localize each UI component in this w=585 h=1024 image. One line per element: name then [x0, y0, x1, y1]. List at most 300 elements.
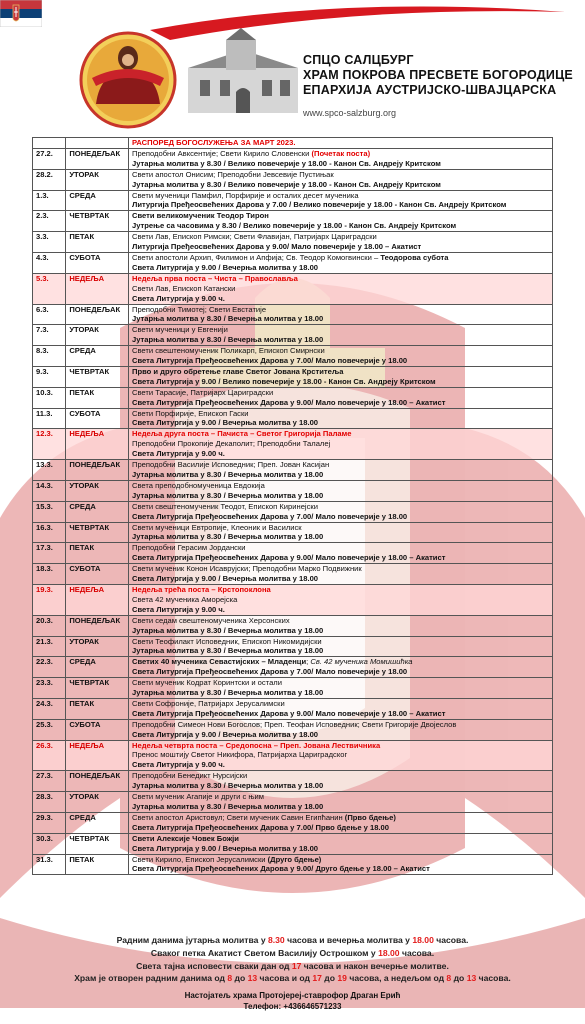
service-line [132, 460, 549, 470]
text-segment: Света Литургија у 9.00 ч. [131, 760, 225, 770]
service-line [132, 232, 549, 242]
row-services [128, 190, 552, 211]
row-date: 4.3. [33, 252, 66, 273]
row-weekday: СРЕДА [66, 657, 129, 678]
text-segment: Преподобни Василије Исповедник; Преп. Јован Касијан [131, 460, 330, 470]
service-line [132, 398, 549, 408]
service-line [132, 200, 549, 210]
serbian-flag-icon [0, 0, 42, 27]
row-services [128, 854, 552, 875]
row-services [128, 408, 552, 429]
text-segment: Света Литургија Пређеосвећених Дарова у 9.00/ Друго бдење у 18.00 – Акатист [131, 864, 430, 874]
schedule-row [33, 501, 553, 522]
schedule-row [33, 169, 553, 190]
row-date: 27.2. [33, 148, 66, 169]
text-segment: Света 42 мученика Аморејска [131, 594, 238, 604]
footer-text: Храм је отворен радним данима од [74, 973, 228, 984]
schedule-row [33, 812, 553, 833]
row-services [128, 636, 552, 657]
footer-text: 18.00 [378, 947, 400, 958]
row-services [128, 232, 552, 253]
row-services [128, 615, 552, 636]
footer-text: 13 [247, 973, 258, 984]
service-line [132, 585, 549, 595]
service-line [132, 813, 549, 823]
service-line [132, 605, 549, 615]
row-date: 29.3. [33, 812, 66, 833]
text-segment: Преподобни Авксентије; Свети Кирило Словенски [131, 148, 312, 158]
row-weekday: ПОНЕДЕЉАК [66, 304, 129, 325]
service-line [132, 418, 549, 428]
schedule-row [33, 325, 553, 346]
row-date: 28.2. [33, 169, 66, 190]
row-date: 26.3. [33, 740, 66, 771]
text-segment: (Прво бдење) [344, 812, 396, 822]
service-line [132, 294, 549, 304]
text-segment: Свети Кирило, Епископ Јерусалимски [131, 854, 268, 864]
service-line [132, 760, 549, 770]
text-segment: Света Литургија Пређеосвећених Дарова у 7.00/ Прво бдење у 18.00 [131, 822, 389, 832]
schedule-row [33, 211, 553, 232]
row-weekday: ЧЕТВРТАК [66, 366, 129, 387]
text-segment: Свети мученици Памфил, Порфирије и осталих десет мученика [131, 190, 359, 200]
row-services [128, 346, 552, 367]
text-segment: Свети мученик Конон Исаврујски; Преподобни Марко Подвижник [131, 564, 362, 574]
row-services [128, 252, 552, 273]
row-weekday: УТОРАК [66, 636, 129, 657]
service-line [132, 637, 549, 647]
row-services [128, 584, 552, 615]
text-segment: Свети седам свештеномученика Херсонских [131, 615, 290, 625]
row-weekday: ПОНЕДЕЉАК [66, 771, 129, 792]
row-weekday: ПОНЕДЕЉАК [66, 615, 129, 636]
service-line [132, 646, 549, 656]
schedule-row [33, 792, 553, 813]
row-date: 15.3. [33, 501, 66, 522]
row-weekday: СУБОТА [66, 408, 129, 429]
row-date: 24.3. [33, 698, 66, 719]
service-line [132, 502, 549, 512]
row-services [128, 304, 552, 325]
service-line [132, 523, 549, 533]
footer-text: до [321, 973, 338, 984]
service-line [132, 564, 549, 574]
red-swoosh-decoration [150, 6, 565, 40]
row-services [128, 169, 552, 190]
service-line [132, 864, 549, 874]
row-services [128, 719, 552, 740]
row-date: 3.3. [33, 232, 66, 253]
row-services [128, 564, 552, 585]
service-line [132, 335, 549, 345]
text-segment: Преподобни Бенедикт Нурсијски [131, 771, 248, 781]
text-segment: Јутарња молитва у 8.30 / Вечерња молитва у 18.00 [131, 490, 324, 500]
text-segment: Света Литургија Пређеосвећених Дарова у 7.00/ Мало повечерије у 18.00 [131, 667, 408, 677]
footer-text: часова и вечерња молитва у [284, 935, 413, 945]
row-date: 31.3. [33, 854, 66, 875]
text-segment: Света Литургија у 9.00 / Вечерња молитва у 18.00 [131, 843, 319, 853]
text-segment: Свети свештеномученик Поликарп, Епископ Смирнски [131, 346, 325, 356]
schedule-row [33, 190, 553, 211]
row-date: 7.3. [33, 325, 66, 346]
service-line [132, 253, 549, 263]
service-line [132, 274, 549, 284]
schedule-row [33, 615, 553, 636]
row-weekday: НЕДЕЉА [66, 740, 129, 771]
schedule-row [33, 460, 553, 481]
text-segment: Света Литургија у 9.00 / Вечерња молитва у 18.00 [131, 729, 319, 739]
text-segment: Свети апостол Аристовул; Свети мученик Савин Египћанин [131, 812, 345, 822]
text-segment: Преподобни Прокопије Декаполит; Преподобни Талалеј [131, 439, 331, 449]
row-date: 21.3. [33, 636, 66, 657]
service-line [132, 823, 549, 833]
text-segment: Теодорова субота [380, 252, 449, 262]
schedule-row [33, 657, 553, 678]
row-weekday: НЕДЕЉА [66, 429, 129, 460]
service-line [132, 750, 549, 760]
text-segment: Света Литургија у 9.00 / Вечерња молитва у 18.00 [131, 262, 319, 272]
row-date: 17.3. [33, 543, 66, 564]
row-date: 30.3. [33, 833, 66, 854]
row-services [128, 792, 552, 813]
service-line [132, 741, 549, 751]
text-segment: Света Литургија Пређеосвећених Дарова у 7.00/ Мало повечерије у 18.00 [131, 511, 408, 521]
row-weekday: ПОНЕДЕЉАК [66, 460, 129, 481]
row-weekday: СРЕДА [66, 346, 129, 367]
text-segment: Јутарња молитва у 8.30 / Вечерња молитва у 18.00 [131, 314, 324, 324]
service-line [132, 792, 549, 802]
schedule-row [33, 771, 553, 792]
row-date: 14.3. [33, 480, 66, 501]
text-segment: Јутарња молитва у 8.30 / Вечерња молитва у 18.00 [131, 470, 324, 479]
row-weekday: СУБОТА [66, 719, 129, 740]
eparchy-name: ЕПАРХИЈА АУСТРИЈСКО-ШВАЈЦАРСКА [303, 83, 557, 97]
row-weekday: ЧЕТВРТАК [66, 833, 129, 854]
row-weekday: УТОРАК [66, 792, 129, 813]
text-segment: Литургија Пређеосвећених Дарова у 7.00 / Велико повечерије у 18.00 - Канон Св. Андреју Критском [131, 200, 507, 210]
text-segment: Недеља прва поста – Чиста – Православља [131, 273, 298, 283]
schedule-title: РАСПОРЕД БОГОСЛУЖЕЊА ЗА МАРТ 2023. [131, 138, 296, 147]
service-line [132, 314, 549, 324]
footer-line [0, 947, 585, 960]
service-line [132, 429, 549, 439]
schedule-row [33, 304, 553, 325]
service-line [132, 149, 549, 159]
service-line [132, 409, 549, 419]
service-line [132, 356, 549, 366]
parish-name: СПЦО САЛЦБУРГ [303, 53, 414, 67]
service-line [132, 553, 549, 563]
service-line [132, 305, 549, 315]
text-segment: Јутрење са часовима у 8.30 / Велико повечерије у 18.00 - Канон Св. Андреју Критском [131, 221, 457, 231]
service-line [132, 481, 549, 491]
service-line [132, 439, 549, 449]
row-services [128, 211, 552, 232]
service-line [132, 388, 549, 398]
service-line [132, 449, 549, 459]
text-segment: Свети мученици Евтропије, Клеоник и Василиск [131, 522, 302, 532]
row-weekday: СРЕДА [66, 501, 129, 522]
text-segment: Јутарња молитва у 8.30 / Вечерња молитва у 18.00 [131, 532, 324, 542]
row-weekday: НЕДЕЉА [66, 273, 129, 304]
row-date: 20.3. [33, 615, 66, 636]
row-weekday: ЧЕТВРТАК [66, 522, 129, 543]
footer-text: 8 [446, 973, 452, 984]
text-segment: Света Литургија Пређеосвећених Дарова у 9.00/ Мало повечерије у 18.00 – Акатист [131, 553, 446, 563]
text-segment: Свети Порфирије, Епископ Гаски [131, 408, 249, 418]
service-line [132, 730, 549, 740]
row-date: 18.3. [33, 564, 66, 585]
schedule-row [33, 719, 553, 740]
row-weekday: ПОНЕДЕЉАК [66, 148, 129, 169]
schedule-row [33, 429, 553, 460]
service-line [132, 855, 549, 865]
service-line [132, 688, 549, 698]
text-segment: Света преподобномученица Евдокија [131, 480, 265, 490]
text-segment: Света Литургија Пређеосвећених Дарова у 9.00/ Мало повечерије у 18.00 – Акатист [131, 397, 446, 407]
website-link[interactable]: www.spco-salzburg.org [303, 108, 397, 118]
text-segment: Преподобни Симеон Нови Богослов; Преп. Теофан Исповедник; Свети Григорије Двојеслов [131, 719, 457, 729]
schedule-row [33, 273, 553, 304]
row-date: 23.3. [33, 678, 66, 699]
footer-notes [0, 934, 585, 985]
schedule-row [33, 366, 553, 387]
row-date: 11.3. [33, 408, 66, 429]
schedule-row [33, 387, 553, 408]
row-weekday: ПЕТАК [66, 387, 129, 408]
text-segment: Јутарња молитва у 8.30 / Вечерња молитва у 18.00 [131, 802, 324, 811]
footer-text: до [451, 973, 467, 984]
text-segment: Света Литургија Пређеосвећених Дарова у 9.00/ Мало повечерије у 18.00 – Акатист [131, 708, 446, 718]
schedule-row [33, 854, 553, 875]
footer-text: 8.30 [267, 935, 285, 945]
row-date: 2.3. [33, 211, 66, 232]
service-line [132, 844, 549, 854]
row-weekday: ЧЕТВРТАК [66, 211, 129, 232]
row-date: 1.3. [33, 190, 66, 211]
row-services [128, 522, 552, 543]
row-services [128, 812, 552, 833]
row-date: 8.3. [33, 346, 66, 367]
row-weekday: ПЕТАК [66, 543, 129, 564]
row-weekday: СРЕДА [66, 190, 129, 211]
row-date: 28.3. [33, 792, 66, 813]
service-line [132, 699, 549, 709]
service-line [132, 657, 549, 667]
footer-line [0, 934, 585, 947]
text-segment: Свети апостоли Архип, Филимон и Апфија; Св. Теодор Комогвински – [131, 252, 381, 262]
text-segment: Свети мученик Кодрат Коринтски и остали [131, 678, 282, 688]
service-line [132, 346, 549, 356]
text-segment: Света Литургија у 9.00 ч. [131, 604, 225, 614]
service-line [132, 532, 549, 542]
text-segment: Свети мученик Агапије и други с њим [131, 792, 265, 802]
footer-text: часова. [399, 947, 435, 958]
row-weekday: НЕДЕЉА [66, 584, 129, 615]
row-services [128, 460, 552, 481]
service-line [132, 574, 549, 584]
row-services [128, 366, 552, 387]
service-line [132, 367, 549, 377]
row-weekday: УТОРАК [66, 480, 129, 501]
footer-text: 8 [227, 973, 233, 984]
text-segment: Пренос моштију Светог Никифора, Патријарха Цариградског [131, 750, 348, 760]
row-date: 25.3. [33, 719, 66, 740]
row-services [128, 678, 552, 699]
text-segment: Света Литургија у 9.00 ч. [131, 449, 225, 459]
row-date: 5.3. [33, 273, 66, 304]
footer-text: часова. [476, 973, 511, 984]
text-segment: Прво и друго обретење главе Светог Јована Крститеља [131, 366, 344, 376]
text-segment: Св. 42 мученика Момишићка [310, 657, 413, 667]
service-line [132, 263, 549, 273]
row-date: 12.3. [33, 429, 66, 460]
church-name: ХРАМ ПОКРОВА ПРЕСВЕТЕ БОГОРОДИЦЕ [303, 68, 573, 82]
service-line [132, 781, 549, 791]
service-line [132, 667, 549, 677]
text-segment: Света Литургија у 9.00 / Вечерња молитва у 18.00 [131, 574, 319, 584]
text-segment: Јутарња молитва у 8.30 / Вечерња молитва у 18.00 [131, 688, 324, 698]
schedule-row [33, 408, 553, 429]
text-segment: Недеља друга поста – Пачиста – Светог Григорија Паламе [131, 429, 352, 439]
row-services [128, 480, 552, 501]
text-segment: Свети Тарасије, Патријарх Цариградски [131, 387, 274, 397]
service-line [132, 211, 549, 221]
text-segment: Свети великомученик Теодор Тирон [131, 211, 269, 221]
row-services [128, 698, 552, 719]
text-segment: ; [306, 657, 311, 667]
footer-text: часова, а недељом од [346, 973, 447, 984]
footer-text: 19 [337, 973, 347, 984]
row-date: 22.3. [33, 657, 66, 678]
footer-text: часова и након вечерње молитве. [301, 960, 449, 971]
text-segment: Литургија Пређеосвећених Дарова у 9.00/ Мало повечерије у 18.00 – Акатист [131, 242, 422, 252]
schedule-title-row [33, 138, 553, 149]
row-services [128, 501, 552, 522]
service-line [132, 709, 549, 719]
service-line [132, 325, 549, 335]
row-weekday: СУБОТА [66, 252, 129, 273]
footer-text: до [232, 973, 248, 984]
service-line [132, 543, 549, 553]
text-segment: Свети мученици у Евгенији [131, 325, 228, 335]
service-line [132, 595, 549, 605]
schedule-table [32, 137, 553, 875]
row-services [128, 273, 552, 304]
footer-text: Света тајна исповести сваки дан од [136, 960, 292, 971]
service-line [132, 221, 549, 231]
row-date: 16.3. [33, 522, 66, 543]
row-weekday: ПЕТАК [66, 854, 129, 875]
footer-text: Сваког петка Акатист Светом Василију Острошком у [150, 947, 379, 958]
schedule-row [33, 584, 553, 615]
text-segment: Јутарња молитва у 8.30 / Вечерња молитва у 18.00 [131, 646, 324, 656]
row-services [128, 771, 552, 792]
text-segment: (Друго бдење) [267, 854, 322, 864]
text-segment: Недеља трећа поста – Крстопоклона [131, 584, 271, 594]
footer [0, 934, 585, 1012]
footer-text: часова. [433, 935, 469, 945]
service-line [132, 626, 549, 636]
row-services [128, 387, 552, 408]
signature: Настојатељ храма Протојереј-ставрофор Драган Ерић [184, 991, 401, 1001]
text-segment: Света Литургија у 9.00 / Вечерња молитва у 18.00 [131, 418, 319, 428]
row-services [128, 657, 552, 678]
text-segment: Света Литургија у 9.00 / Велико повечерије у 18.00 - Канон Св. Андреју Критском [131, 376, 436, 386]
service-line [132, 242, 549, 252]
text-segment: Недеља четврта поста – Средопосна – Преп. Јована Лествичника [131, 740, 381, 750]
schedule-row [33, 232, 553, 253]
service-line [132, 491, 549, 501]
row-date: 6.3. [33, 304, 66, 325]
phone: Телефон: +436646571233 [243, 1002, 342, 1012]
text-segment: Јутарња молитва у 8.30 / Вечерња молитва у 18.00 [131, 335, 324, 345]
service-line [132, 170, 549, 180]
footer-line [0, 960, 585, 973]
footer-text: 17 [312, 973, 322, 984]
row-date: 10.3. [33, 387, 66, 408]
row-weekday: СРЕДА [66, 812, 129, 833]
row-services [128, 325, 552, 346]
service-line [132, 512, 549, 522]
text-segment: Јутарња молитва у 8.30 / Вечерња молитва у 18.00 [131, 781, 324, 791]
schedule-row [33, 148, 553, 169]
text-segment: (Почетак поста) [311, 148, 371, 158]
footer-text: 13 [466, 973, 477, 984]
service-line [132, 180, 549, 190]
service-line [132, 284, 549, 294]
row-weekday: УТОРАК [66, 169, 129, 190]
schedule-row [33, 678, 553, 699]
footer-text: 17 [291, 960, 302, 971]
schedule-row [33, 833, 553, 854]
service-line [132, 159, 549, 169]
text-segment: Преподобни Тимотеј; Свети Евстатије [131, 304, 267, 314]
service-line [132, 616, 549, 626]
service-line [132, 377, 549, 387]
text-segment: Јутарња молитва у 8.30 / Вечерња молитва у 18.00 [131, 625, 324, 635]
row-weekday: СУБОТА [66, 564, 129, 585]
text-segment: Свети апостол Онисим; Преподобни Јевсевије Пустињак [131, 169, 334, 179]
text-segment: Света Литургија Пређеосвећених Дарова у 7.00/ Мало повечерије у 18.00 [131, 356, 408, 366]
text-segment: Свети Теофилакт Исповедник, Епископ Никомидијски [131, 636, 322, 646]
text-segment: Јутарња молитва у 8.30 / Велико повечерије у 18.00 - Канон Св. Андреју Критском [131, 158, 441, 168]
text-segment: Света Литургија у 9.00 ч. [131, 293, 225, 303]
schedule-row [33, 522, 553, 543]
row-date: 27.3. [33, 771, 66, 792]
row-weekday: ПЕТАК [66, 698, 129, 719]
schedule-row [33, 346, 553, 367]
text-segment: Свети свештеномученик Теодот, Епископ Киринејски [131, 501, 318, 511]
footer-text: 18.00 [412, 935, 434, 945]
schedule-row [33, 698, 553, 719]
schedule-row [33, 740, 553, 771]
row-weekday: ПЕТАК [66, 232, 129, 253]
service-line [132, 802, 549, 812]
text-segment: Свети Лав, Епископ Катански [131, 283, 236, 293]
text-segment: Светих 40 мученика Севастијских – Младенци [131, 657, 307, 667]
row-weekday: ЧЕТВРТАК [66, 678, 129, 699]
footer-text: Радним данима јутарња молитва у [116, 935, 268, 945]
schedule-row [33, 636, 553, 657]
row-weekday: УТОРАК [66, 325, 129, 346]
church-image [188, 28, 298, 113]
footer-line [0, 972, 585, 985]
page-header [0, 0, 585, 135]
text-segment: Свети Алексије Човек Божји [131, 833, 239, 843]
service-line [132, 834, 549, 844]
schedule-row [33, 480, 553, 501]
